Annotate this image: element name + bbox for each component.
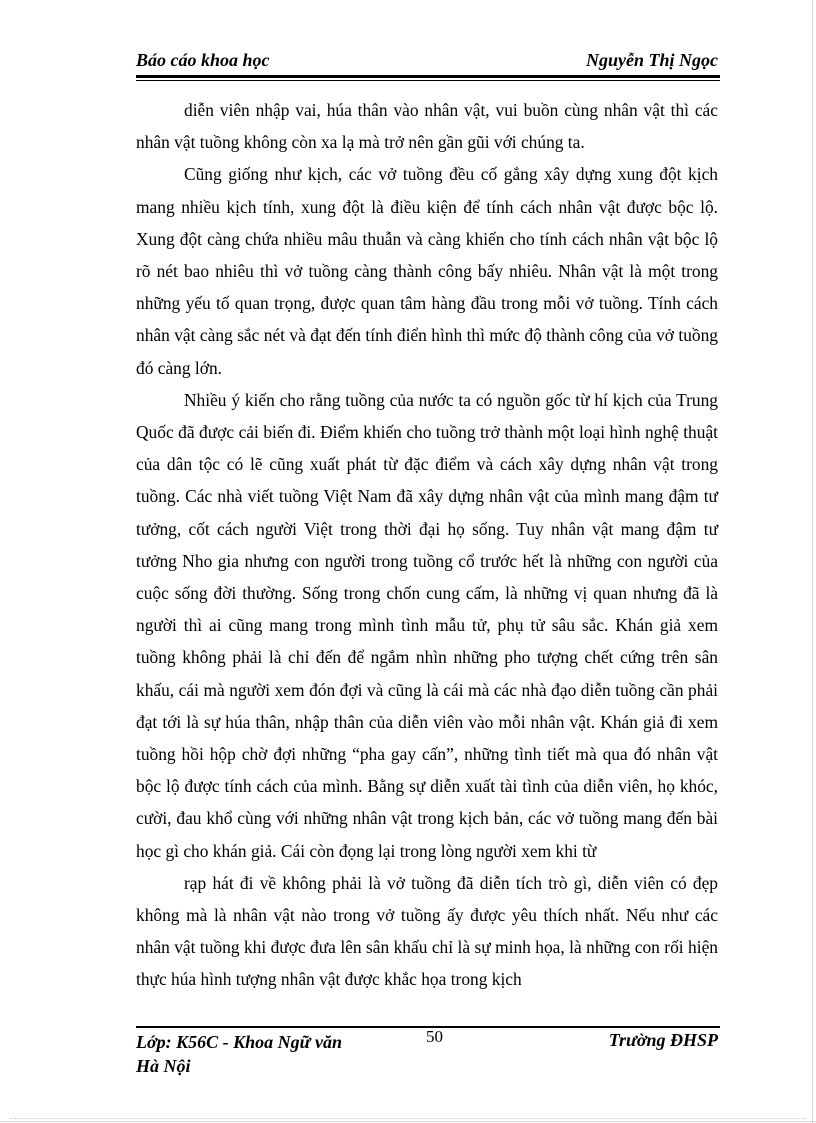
page-header	[136, 48, 720, 78]
header-rule-thick	[136, 75, 720, 78]
page-number: 50	[426, 1027, 443, 1046]
footer-class-line2: Hà Nội	[136, 1056, 191, 1076]
footer-school: Trường ĐHSP	[608, 1030, 718, 1050]
paragraph: rạp hát đi về không phải là vở tuồng đã diễn tích trò gì, diễn viên có đẹp không mà là nhân vật nào trong vở tuồng ấy được yêu thích nhất. Nếu như các nhân vật tuồng khi được đưa lên sân khấu chỉ là sự minh họa, là những con rối hiện thực húa hình tượng nhân vật được khắc họa trong kịch	[136, 872, 718, 990]
body-text	[136, 94, 718, 996]
footer-class-info	[136, 1030, 342, 1078]
header-title: Báo cáo khoa học	[136, 50, 270, 70]
bottom-dotted-line	[10, 1118, 806, 1119]
paragraph: Nhiều ý kiến cho rằng tuồng của nước ta có nguồn gốc từ hí kịch của Trung Quốc đã được cải biến đi. Điểm khiến cho tuồng trở thành một loại hình nghệ thuật của dân tộc có lẽ cũng xuất phát từ đặc điểm và cách xây dựng nhân vật trong tuồng. Các nhà viết tuồng Việt Nam đã xây dựng nhân vật của mình mang đậm tư tưởng, cốt cách người Việt trong thời đại họ sống. Tuy nhân vật mang đậm tư tưởng Nho gia nhưng con người trong tuồng cổ trước hết là những con người của cuộc sống đời thường. Sống trong chốn cung cấm, là những vị quan nhưng đã là người thì ai cũng mang trong mình tình mẫu tử, phụ tử sâu sắc. Khán giả xem tuồng không phải là chỉ đến để ngắm nhìn những pho tượng chết cứng trên sân khấu, cái mà người xem đón đợi và cũng là cái mà các nhà đạo diễn tuồng cần phải đạt tới là sự húa thân, nhập thân của diễn viên vào mỗi nhân vật. Khán giả đi xem tuồng hồi hộp chờ đợi những “pha gay cấn”, những tình tiết mà qua đó nhân vật bộc lộ được tính cách của mình. Bằng sự diễn xuất tài tình của diễn viên, họ khóc, cười, đau khổ cùng với những nhân vật trong kịch bản, các vở tuồng mang đến bài học gì cho khán giả. Cái còn đọng lại trong lòng người xem khi từ	[136, 389, 718, 861]
footer-class-line1: Lớp: K56C - Khoa Ngữ văn	[136, 1032, 342, 1052]
paragraph-continuation: diễn viên nhập vai, húa thân vào nhân vật, vui buồn cùng nhân vật thì các nhân vật tuồng không còn xa lạ mà trở nên gần gũi với chúng ta.	[136, 100, 718, 153]
page-footer	[136, 1027, 720, 1090]
page-edge-bottom	[0, 1121, 816, 1122]
page-edge-right	[812, 0, 813, 1123]
header-author: Nguyễn Thị Ngọc	[586, 50, 718, 70]
paragraph: Cũng giống như kịch, các vở tuồng đều cố gắng xây dựng xung đột kịch mang nhiều kịch tính, xung đột là điều kiện để tính cách nhân vật được bộc lộ. Xung đột càng chứa nhiều mâu thuẫn và càng khiến cho tính cách nhân vật bộc lộ rõ nét bao nhiêu thì vở tuồng càng thành công bấy nhiêu. Nhân vật là một trong những yếu tố quan trọng, được quan tâm hàng đầu trong mỗi vở tuồng. Tính cách nhân vật càng sắc nét và đạt đến tính điển hình thì mức độ thành công của vở tuồng đó càng lớn.	[136, 164, 718, 378]
header-rule-thin	[136, 80, 720, 81]
